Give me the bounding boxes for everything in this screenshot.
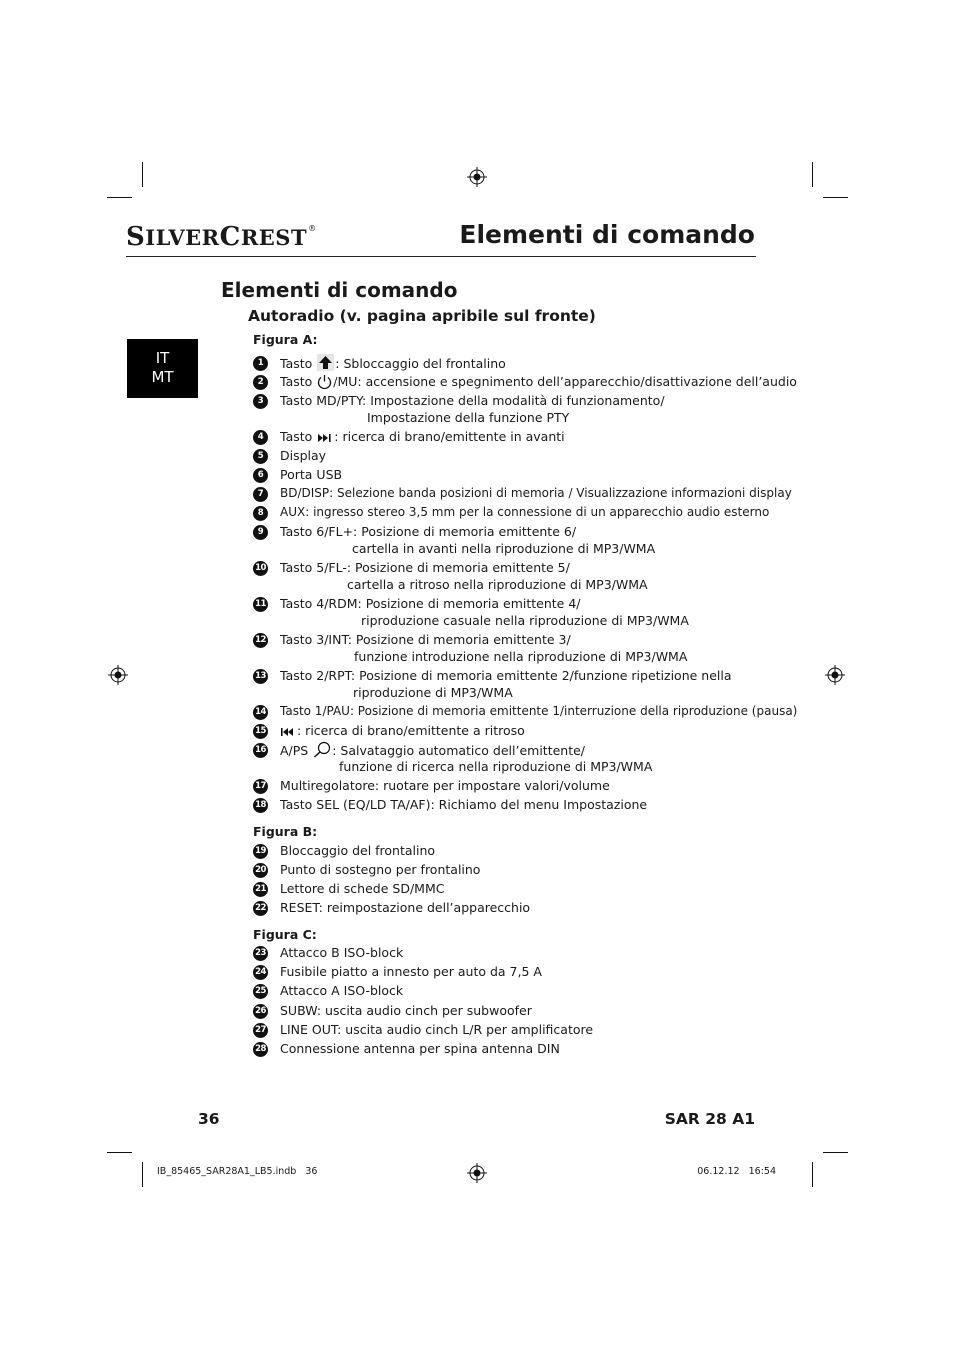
header-divider	[126, 256, 756, 257]
item-continuation: riproduzione casuale nella riproduzione di MP3/WMA	[361, 613, 689, 628]
item-number: 7	[253, 487, 268, 502]
item-number: 13	[253, 669, 268, 684]
figure-a-label: Figura A:	[253, 332, 318, 347]
crop-mark	[812, 1162, 813, 1187]
item-number: 14	[253, 705, 268, 720]
item-continuation: riproduzione di MP3/WMA	[353, 685, 513, 700]
registration-mark-icon	[108, 665, 128, 685]
prev-track-icon	[280, 726, 296, 738]
crop-mark	[812, 162, 813, 187]
item-text: Multiregolatore: ruotare per impostare valori/volume	[280, 778, 610, 793]
next-track-icon	[317, 432, 333, 444]
item-text: Tasto SEL (EQ/LD TA/AF): Richiamo del menu Impostazione	[280, 797, 648, 812]
item-number: 10	[253, 561, 268, 576]
item-text: Tasto MD/PTY: Impostazione della modalità di funzionamento/	[280, 393, 665, 408]
item-text: Tasto 6/FL+: Posizione di memoria emittente 6/	[280, 524, 577, 539]
item-number: 6	[253, 468, 268, 483]
item-number: 16	[253, 743, 268, 758]
item-text: Display	[280, 448, 327, 463]
registration-mark-icon	[467, 1163, 487, 1183]
item-text: Tasto 3/INT: Posizione di memoria emittente 3/	[280, 632, 571, 647]
item-text: A/PS : Salvataggio automatico dell’emittente/	[280, 743, 586, 758]
figure-c-label: Figura C:	[253, 927, 317, 942]
power-icon	[317, 374, 332, 389]
figure-b-label: Figura B:	[253, 824, 318, 839]
item-text: Tasto /MU: accensione e spegnimento dell’apparecchio/disattivazione dell’audio	[280, 374, 797, 389]
item-number: 18	[253, 798, 268, 813]
item-text: BD/DISP: Selezione banda posizioni di memoria / Visualizzazione informazioni display	[280, 486, 792, 500]
item-number: 28	[253, 1042, 268, 1057]
item-number: 8	[253, 506, 268, 521]
item-number: 1	[253, 356, 268, 371]
item-text: AUX: ingresso stereo 3,5 mm per la connessione di un apparecchio audio esterno	[280, 505, 770, 519]
section-title: Elementi di comando	[221, 278, 458, 302]
item-continuation: cartella a ritroso nella riproduzione di MP3/WMA	[347, 577, 648, 592]
item-text: LINE OUT: uscita audio cinch L/R per amplificatore	[280, 1022, 594, 1037]
item-continuation: cartella in avanti nella riproduzione di MP3/WMA	[352, 541, 656, 556]
item-text: Tasto 4/RDM: Posizione di memoria emittente 4/	[280, 596, 581, 611]
subsection-title: Autoradio (v. pagina apribile sul fronte)	[248, 307, 596, 325]
crop-mark	[823, 197, 848, 198]
item-text: Porta USB	[280, 467, 343, 482]
item-number: 3	[253, 394, 268, 409]
item-text: Tasto 1/PAU: Posizione di memoria emittente 1/interruzione della riproduzione (pausa)	[280, 704, 798, 718]
silvercrest-logo: SILVERCREST®	[126, 222, 317, 252]
item-number: 25	[253, 984, 268, 999]
item-number: 15	[253, 724, 268, 739]
item-text: Bloccaggio del frontalino	[280, 843, 436, 858]
item-text: : ricerca di brano/emittente a ritroso	[280, 722, 525, 739]
search-icon	[313, 741, 331, 758]
item-number: 26	[253, 1004, 268, 1019]
item-text: Fusibile piatto a innesto per auto da 7,5 A	[280, 964, 542, 979]
item-number: 17	[253, 779, 268, 794]
item-text: Tasto : ricerca di brano/emittente in avanti	[280, 429, 565, 444]
registration-mark-icon	[825, 665, 845, 685]
item-number: 23	[253, 946, 268, 961]
crop-mark	[823, 1152, 848, 1153]
item-text: Lettore di schede SD/MMC	[280, 881, 445, 896]
item-number: 12	[253, 633, 268, 648]
item-continuation: funzione introduzione nella riproduzione di MP3/WMA	[354, 649, 688, 664]
crop-mark	[107, 197, 132, 198]
item-number: 9	[253, 525, 268, 540]
language-tab-line1: IT	[155, 349, 170, 367]
item-text: Punto di sostegno per frontalino	[280, 862, 481, 877]
item-number: 4	[253, 430, 268, 445]
item-continuation: Impostazione della funzione PTY	[367, 410, 570, 425]
crop-mark	[142, 162, 143, 187]
item-number: 5	[253, 449, 268, 464]
crop-mark	[107, 1152, 132, 1153]
item-text: SUBW: uscita audio cinch per subwoofer	[280, 1003, 532, 1018]
crop-mark	[142, 1162, 143, 1187]
header-title: Elementi di comando	[459, 220, 755, 249]
item-text: Attacco A ISO-block	[280, 983, 404, 998]
page-number: 36	[198, 1110, 220, 1128]
item-text: RESET: reimpostazione dell’apparecchio	[280, 900, 531, 915]
item-text: Attacco B ISO-block	[280, 945, 404, 960]
model-number: SAR 28 A1	[664, 1110, 755, 1128]
item-number: 21	[253, 882, 268, 897]
item-number: 20	[253, 863, 268, 878]
item-text: Tasto 5/FL-: Posizione di memoria emittente 5/	[280, 560, 570, 575]
language-tab-line2: MT	[151, 368, 174, 386]
item-number: 27	[253, 1023, 268, 1038]
item-number: 24	[253, 965, 268, 980]
item-number: 19	[253, 844, 268, 859]
imprint-file: IB_85465_SAR28A1_LB5.indb 36	[157, 1166, 318, 1177]
item-text: Connessione antenna per spina antenna DIN	[280, 1041, 560, 1056]
item-continuation: funzione di ricerca nella riproduzione di MP3/WMA	[339, 759, 653, 774]
language-tab	[127, 339, 198, 398]
item-number: 22	[253, 901, 268, 916]
item-number: 2	[253, 375, 268, 390]
registration-mark-icon	[467, 167, 487, 187]
item-number: 11	[253, 597, 268, 612]
eject-icon	[317, 354, 334, 371]
item-text: Tasto : Sbloccaggio del frontalino	[280, 356, 506, 371]
item-text: Tasto 2/RPT: Posizione di memoria emittente 2/funzione ripetizione nella	[280, 668, 732, 683]
imprint-date: 06.12.12 16:54	[697, 1166, 776, 1177]
